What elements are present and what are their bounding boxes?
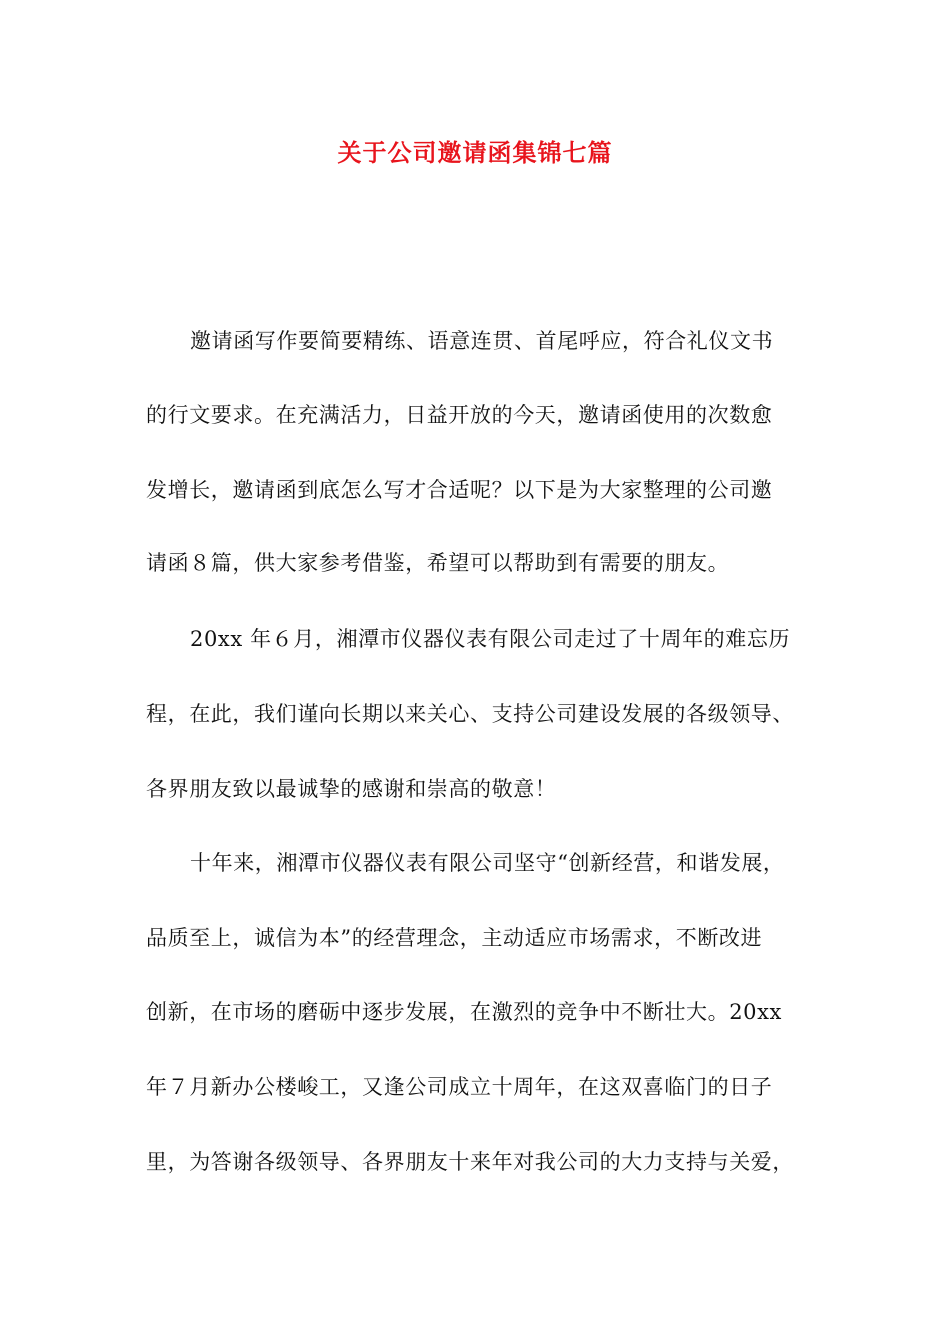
paragraph-2-line-3: 各界朋友致以最诚挚的感谢和崇高的敬意！	[146, 777, 557, 801]
paragraph-3-line-4: 年７月新办公楼峻工，又逢公司成立十周年，在这双喜临门的日子	[146, 1075, 773, 1099]
paragraph-3-line-1: 十年来，湘潭市仪器仪表有限公司坚守“创新经营，和谐发展，	[190, 851, 785, 875]
paragraph-3-line-3: 创新，在市场的磨砺中逐步发展，在激烈的竞争中不断壮大。20xx	[146, 1000, 783, 1024]
paragraph-3-line-5: 里，为答谢各级领导、各界朋友十来年对我公司的大力支持与关爱，	[146, 1150, 794, 1174]
paragraph-2-line-1: 20xx 年６月，湘潭市仪器仪表有限公司走过了十周年的难忘历	[190, 627, 791, 651]
paragraph-1-line-1: 邀请函写作要简要精练、语意连贯、首尾呼应，符合礼仪文书	[190, 329, 774, 353]
document-title: 关于公司邀请函集锦七篇	[337, 138, 613, 167]
paragraph-1-line-4: 请函８篇，供大家参考借鉴，希望可以帮助到有需要的朋友。	[146, 551, 730, 575]
paragraph-1-line-3: 发增长，邀请函到底怎么写才合适呢？以下是为大家整理的公司邀	[146, 478, 773, 502]
paragraph-3-line-2: 品质至上，诚信为本”的经营理念，主动适应市场需求，不断改进	[146, 926, 763, 950]
paragraph-1-line-2: 的行文要求。在充满活力，日益开放的今天，邀请函使用的次数愈	[146, 403, 773, 427]
paragraph-2-line-2: 程，在此，我们谨向长期以来关心、支持公司建设发展的各级领导、	[146, 702, 794, 726]
